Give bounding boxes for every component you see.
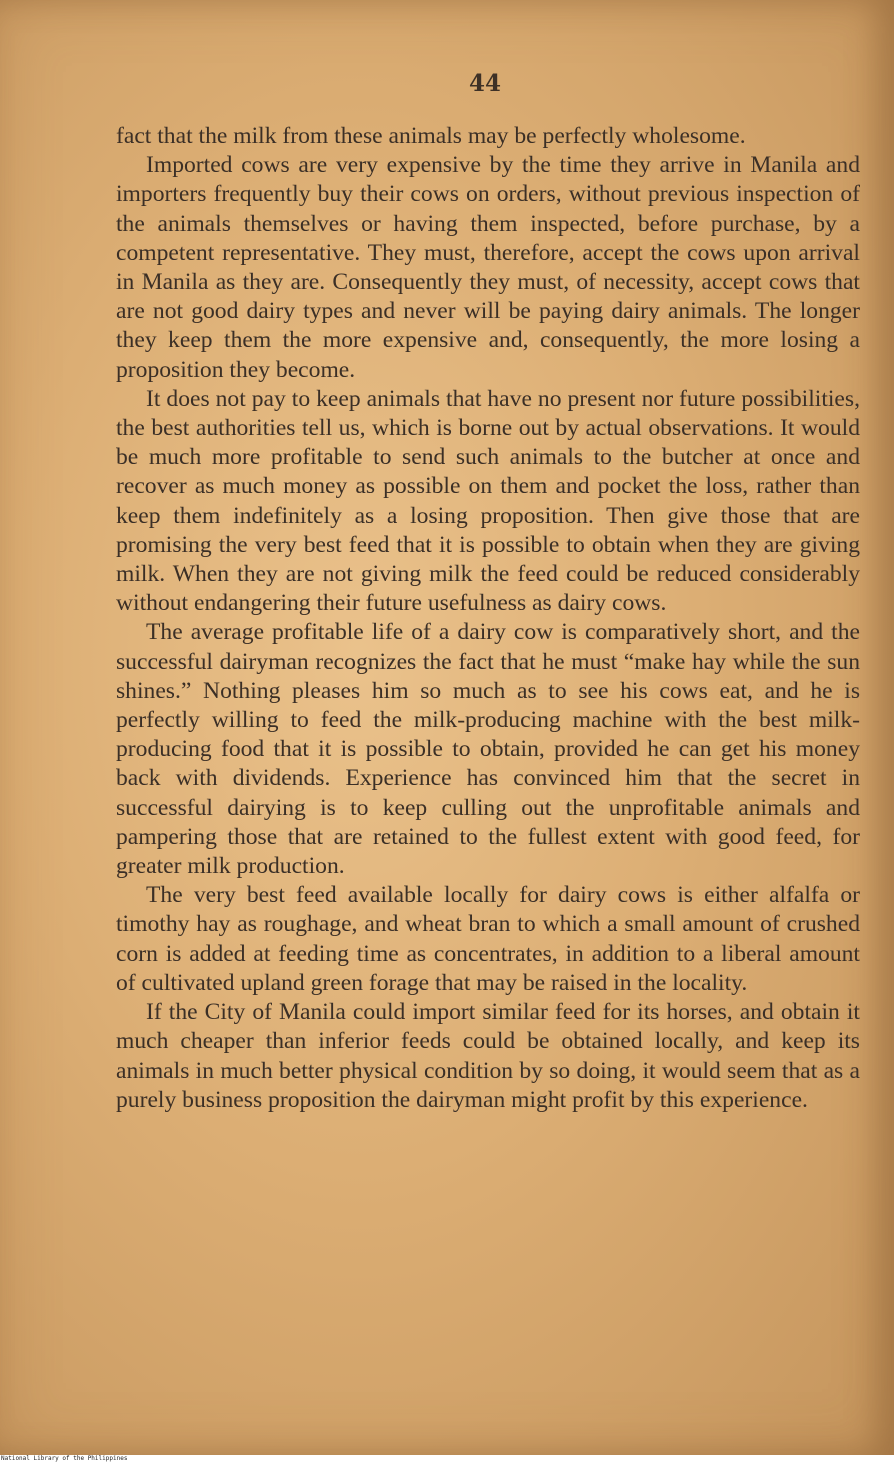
page-text-body	[116, 122, 860, 1115]
paragraph-2: Imported cows are very expensive by the time they arrive in Manila and importers frequently buy their cows on orders, without previous inspection of the animals themselves or having them inspected, before purchase, by a competent representative. They must, therefore, accept the cows upon arrival in Manila as they are. Consequently they must, of necessity, accept cows that are not good dairy types and never will be paying dairy animals. The longer they keep them the more expensive and, consequently, the more losing a proposition they become.	[116, 152, 860, 383]
page-number: 44	[468, 70, 501, 97]
paragraph-1: fact that the milk from these animals may be perfectly wholesome.	[116, 123, 746, 149]
footer-credit: National Library of the Philippines	[0, 1455, 894, 1463]
paragraph-6: If the City of Manila could import similar feed for its horses, and obtain it much cheaper than inferior feeds could be obtained locally, and keep its animals in much better physical condition by so doing, it would seem that as a purely business proposition the dairyman might profit by this experience.	[116, 999, 860, 1113]
paragraph-3: It does not pay to keep animals that have no present nor future possibilities, the best authorities tell us, which is borne out by actual observations. It would be much more profitable to send such animals to the butcher at once and recover as much money as possible on them and pocket the loss, rather than keep them indefinitely as a losing proposition. Then give those that are promising the very best feed that it is possible to obtain when they are giving milk. When they are not giving milk the feed could be reduced considerably without endangering their future usefulness as dairy cows.	[116, 385, 860, 617]
paragraph-4: The average profitable life of a dairy cow is comparatively short, and the successful dairyman recognizes the fact that he must “make hay while the sun shines.” Nothing pleases him so much as to see his cows eat, and he is perfectly willing to feed the milk-producing machine with the best milk-producing food that it is possible to obtain, provided he can get his money back with dividends. Experience has convinced him that the secret in successful dairying is to keep culling out the unprofitable animals and pampering those that are retained to the fullest extent with good feed, for greater milk production.	[116, 619, 860, 880]
paragraph-5: The very best feed available locally for dairy cows is either alfalfa or timothy hay as roughage, and wheat bran to which a small amount of crushed corn is added at feeding time as concentrates, in addition to a liberal amount of cultivated upland green forage that may be raised in the locality.	[116, 882, 860, 996]
